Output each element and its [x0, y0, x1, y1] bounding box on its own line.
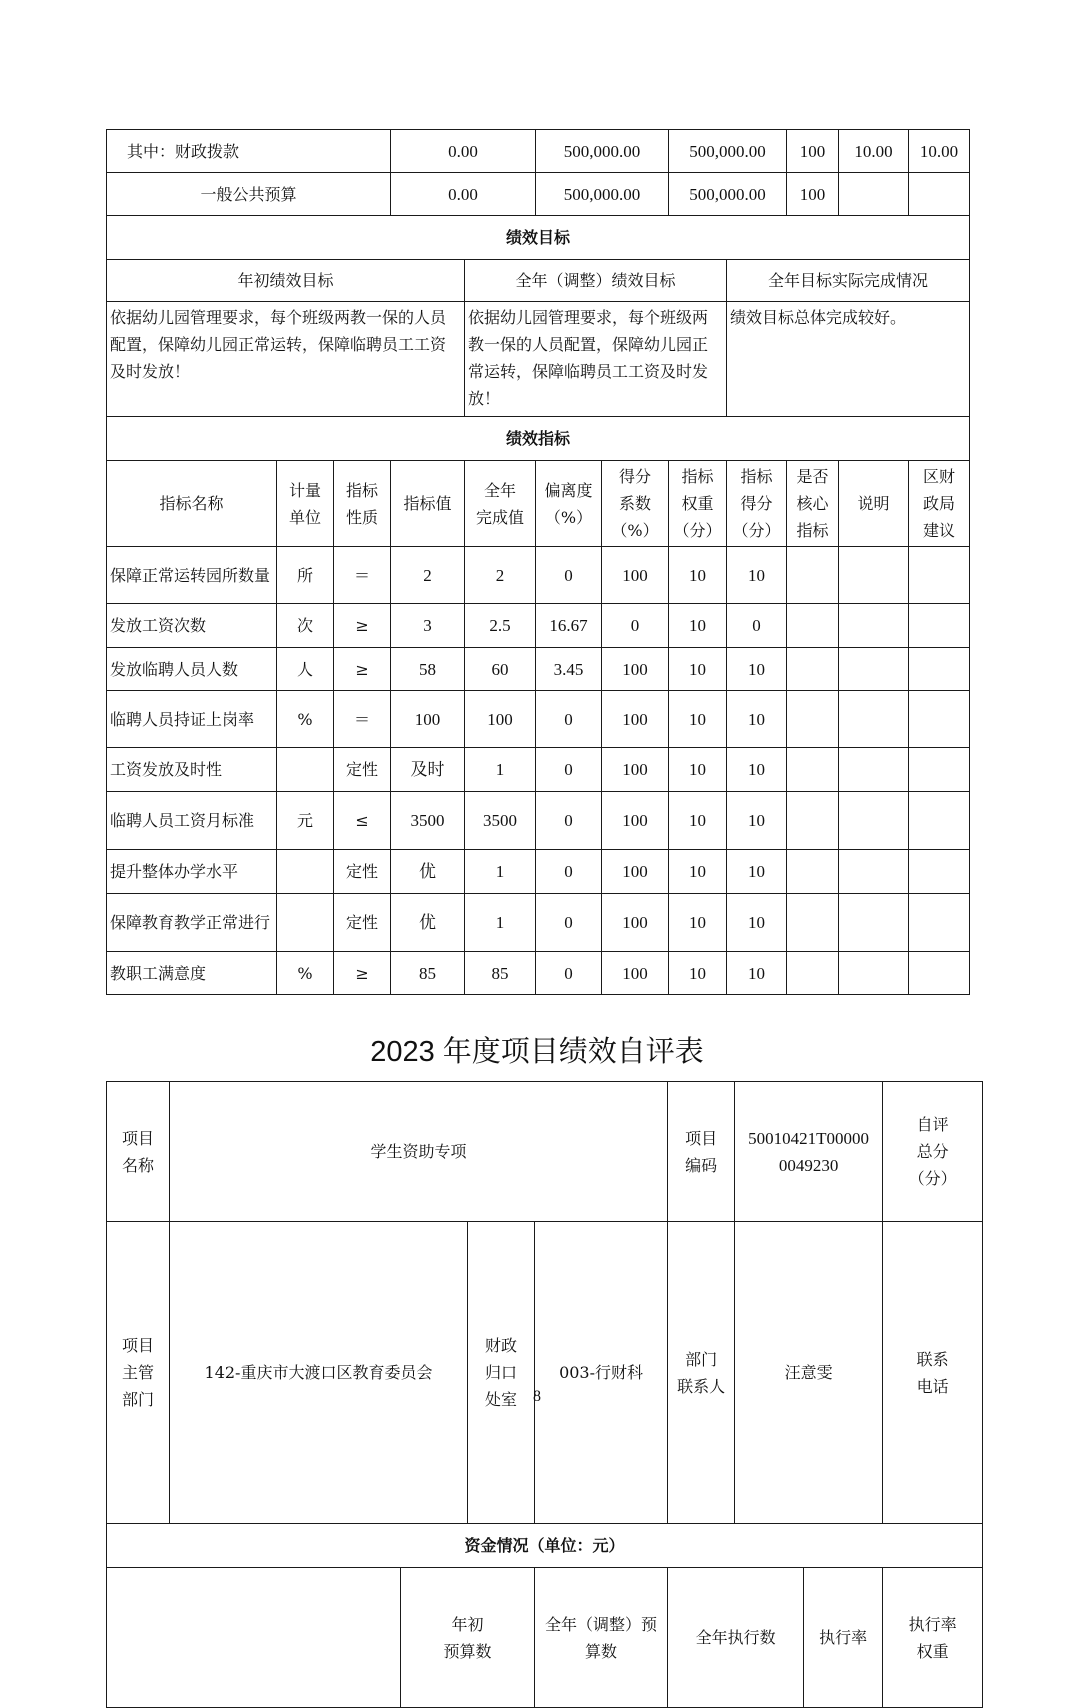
- indicator-target: 优: [391, 894, 465, 952]
- self-score-label: 自评 总分 （分）: [883, 1082, 983, 1222]
- indicator-deviation: 0: [536, 691, 602, 748]
- funds-header-rate: 执行率: [804, 1568, 883, 1708]
- indicator-coef: 100: [602, 691, 669, 748]
- funds-header-adjusted: 全年（调整）预 算数: [535, 1568, 668, 1708]
- indicator-name: 临聘人员持证上岗率: [107, 691, 277, 748]
- indicator-actual: 1: [465, 894, 536, 952]
- indicator-coef: 100: [602, 850, 669, 894]
- project-name-value: 学生资助专项: [170, 1082, 668, 1222]
- indicator-nature: ≥: [334, 648, 391, 691]
- indicator-advice: [909, 648, 970, 691]
- indicator-core: [787, 792, 839, 850]
- indicator-target: 3: [391, 604, 465, 648]
- indicator-target: 85: [391, 952, 465, 995]
- indicator-nature: 定性: [334, 894, 391, 952]
- indicator-score: 10: [727, 894, 787, 952]
- indicator-advice: [909, 952, 970, 995]
- indicator-core: [787, 604, 839, 648]
- project-name-label: 项目 名称: [107, 1082, 170, 1222]
- indicator-deviation: 0: [536, 748, 602, 792]
- execution-rate: 100: [787, 173, 839, 216]
- indicator-name: 教职工满意度: [107, 952, 277, 995]
- funds-header-executed: 全年执行数: [668, 1568, 804, 1708]
- indicator-weight: 10: [669, 547, 727, 604]
- indicator-actual: 2.5: [465, 604, 536, 648]
- indicator-target: 及时: [391, 748, 465, 792]
- indicator-row: [107, 952, 970, 995]
- goal-actual-text: 绩效目标总体完成较好。: [727, 302, 970, 417]
- initial-budget: 0.00: [391, 173, 536, 216]
- indicator-row: [107, 691, 970, 748]
- indicator-note: [839, 894, 909, 952]
- indicator-unit: %: [277, 952, 334, 995]
- indicator-score: 10: [727, 648, 787, 691]
- indicators-section-title: 绩效指标: [107, 417, 970, 461]
- indicator-core: [787, 648, 839, 691]
- header-nature: 指标 性质: [334, 461, 391, 547]
- indicator-advice: [909, 604, 970, 648]
- indicator-name: 保障正常运转园所数量: [107, 547, 277, 604]
- header-indicator-name: 指标名称: [107, 461, 277, 547]
- indicator-row: [107, 748, 970, 792]
- indicator-unit: 所: [277, 547, 334, 604]
- funds-section-title: 资金情况（单位：元）: [107, 1524, 983, 1568]
- office-value: 003-行财科: [535, 1222, 668, 1524]
- indicator-score: 10: [727, 691, 787, 748]
- indicator-note: [839, 748, 909, 792]
- indicator-unit: %: [277, 691, 334, 748]
- indicator-coef: 100: [602, 952, 669, 995]
- funding-row: [107, 173, 970, 216]
- project-code-label: 项目 编码: [668, 1082, 735, 1222]
- indicator-deviation: 3.45: [536, 648, 602, 691]
- indicator-target: 100: [391, 691, 465, 748]
- indicator-nature: ≥: [334, 604, 391, 648]
- dept-label: 项目 主管 部门: [107, 1222, 170, 1524]
- indicator-unit: 元: [277, 792, 334, 850]
- indicator-weight: 10: [669, 894, 727, 952]
- header-advice: 区财 政局 建议: [909, 461, 970, 547]
- indicator-nature: ＝: [334, 547, 391, 604]
- indicator-row: [107, 648, 970, 691]
- indicator-actual: 100: [465, 691, 536, 748]
- adjusted-budget: 500,000.00: [536, 173, 669, 216]
- indicator-score: 10: [727, 748, 787, 792]
- goals-header-initial: 年初绩效目标: [107, 260, 465, 302]
- indicator-note: [839, 547, 909, 604]
- adjusted-budget: 500,000.00: [536, 130, 669, 173]
- indicator-unit: 人: [277, 648, 334, 691]
- indicator-core: [787, 748, 839, 792]
- rate-weight: 10.00: [839, 130, 909, 173]
- indicator-actual: 1: [465, 850, 536, 894]
- funding-label: 其中：财政拨款: [107, 130, 391, 173]
- indicator-score: 10: [727, 850, 787, 894]
- header-target: 指标值: [391, 461, 465, 547]
- indicator-advice: [909, 691, 970, 748]
- goal-adjusted-text: 依据幼儿园管理要求，每个班级两教一保的人员配置，保障幼儿园正常运转，保障临聘员工工资及时发放！: [465, 302, 727, 417]
- goals-header-adjusted: 全年（调整）绩效目标: [465, 260, 727, 302]
- dept-value: 142-重庆市大渡口区教育委员会: [170, 1222, 468, 1524]
- header-note: 说明: [839, 461, 909, 547]
- indicator-core: [787, 850, 839, 894]
- indicator-weight: 10: [669, 792, 727, 850]
- indicator-advice: [909, 850, 970, 894]
- indicator-note: [839, 850, 909, 894]
- execution-rate: 100: [787, 130, 839, 173]
- header-actual: 全年 完成值: [465, 461, 536, 547]
- indicator-weight: 10: [669, 691, 727, 748]
- indicator-core: [787, 894, 839, 952]
- indicator-actual: 1: [465, 748, 536, 792]
- indicator-core: [787, 952, 839, 995]
- indicator-coef: 0: [602, 604, 669, 648]
- indicator-score: 10: [727, 547, 787, 604]
- indicator-row: [107, 604, 970, 648]
- indicator-coef: 100: [602, 792, 669, 850]
- rate-weight: [839, 173, 909, 216]
- indicator-name: 保障教育教学正常进行: [107, 894, 277, 952]
- indicator-row: [107, 850, 970, 894]
- funds-header-blank: [107, 1568, 401, 1708]
- contact-label: 部门 联系人: [668, 1222, 735, 1524]
- indicator-deviation: 0: [536, 792, 602, 850]
- funds-header-row: [107, 1568, 983, 1708]
- indicators-header-row: [107, 461, 970, 547]
- indicator-score: 0: [727, 604, 787, 648]
- indicator-advice: [909, 792, 970, 850]
- indicator-advice: [909, 748, 970, 792]
- indicator-weight: 10: [669, 748, 727, 792]
- funds-header-weight: 执行率 权重: [883, 1568, 983, 1708]
- indicator-name: 提升整体办学水平: [107, 850, 277, 894]
- indicator-unit: 次: [277, 604, 334, 648]
- goals-header-actual: 全年目标实际完成情况: [727, 260, 970, 302]
- indicator-weight: 10: [669, 604, 727, 648]
- header-score: 指标 得分 （分）: [727, 461, 787, 547]
- indicator-score: 10: [727, 792, 787, 850]
- indicator-target: 58: [391, 648, 465, 691]
- indicator-actual: 85: [465, 952, 536, 995]
- page-number: 8: [533, 1388, 541, 1405]
- indicator-nature: ≥: [334, 952, 391, 995]
- indicator-deviation: 0: [536, 850, 602, 894]
- funds-header-initial: 年初 预算数: [401, 1568, 535, 1708]
- goal-initial-text: 依据幼儿园管理要求，每个班级两教一保的人员配置，保障幼儿园正常运转，保障临聘员工工资及时发放！: [107, 302, 465, 417]
- indicator-deviation: 0: [536, 894, 602, 952]
- indicator-note: [839, 648, 909, 691]
- indicator-core: [787, 691, 839, 748]
- office-label: 财政 归口 处室: [468, 1222, 535, 1524]
- funding-row: [107, 130, 970, 173]
- indicator-nature: ＝: [334, 691, 391, 748]
- indicator-name: 工资发放及时性: [107, 748, 277, 792]
- indicator-row: [107, 792, 970, 850]
- indicator-nature: 定性: [334, 748, 391, 792]
- indicator-unit: [277, 850, 334, 894]
- indicator-coef: 100: [602, 547, 669, 604]
- indicator-note: [839, 792, 909, 850]
- phone-label: 联系 电话: [883, 1222, 983, 1524]
- indicator-coef: 100: [602, 748, 669, 792]
- indicator-weight: 10: [669, 952, 727, 995]
- indicator-weight: 10: [669, 850, 727, 894]
- indicator-unit: [277, 894, 334, 952]
- indicator-coef: 100: [602, 648, 669, 691]
- indicator-core: [787, 547, 839, 604]
- indicator-weight: 10: [669, 648, 727, 691]
- header-core: 是否 核心 指标: [787, 461, 839, 547]
- indicator-advice: [909, 547, 970, 604]
- indicator-nature: 定性: [334, 850, 391, 894]
- rate-score: 10.00: [909, 130, 970, 173]
- indicator-advice: [909, 894, 970, 952]
- project-code-value: 50010421T00000 0049230: [735, 1082, 883, 1222]
- indicator-actual: 3500: [465, 792, 536, 850]
- indicator-target: 2: [391, 547, 465, 604]
- initial-budget: 0.00: [391, 130, 536, 173]
- rate-score: [909, 173, 970, 216]
- indicator-actual: 60: [465, 648, 536, 691]
- indicator-deviation: 0: [536, 547, 602, 604]
- header-deviation: 偏离度 （%）: [536, 461, 602, 547]
- indicator-target: 3500: [391, 792, 465, 850]
- indicator-name: 发放临聘人员人数: [107, 648, 277, 691]
- header-weight: 指标 权重 （分）: [669, 461, 727, 547]
- indicator-row: [107, 894, 970, 952]
- indicator-deviation: 0: [536, 952, 602, 995]
- indicator-note: [839, 691, 909, 748]
- performance-table: [106, 129, 970, 995]
- contact-value: 汪意雯: [735, 1222, 883, 1524]
- indicator-name: 临聘人员工资月标准: [107, 792, 277, 850]
- indicator-target: 优: [391, 850, 465, 894]
- indicator-name: 发放工资次数: [107, 604, 277, 648]
- indicator-coef: 100: [602, 894, 669, 952]
- executed-amount: 500,000.00: [669, 130, 787, 173]
- indicator-note: [839, 952, 909, 995]
- header-unit: 计量 单位: [277, 461, 334, 547]
- goals-section-title: 绩效目标: [107, 216, 970, 260]
- indicator-score: 10: [727, 952, 787, 995]
- indicator-note: [839, 604, 909, 648]
- indicator-unit: [277, 748, 334, 792]
- indicator-actual: 2: [465, 547, 536, 604]
- funding-label: 一般公共预算: [107, 173, 391, 216]
- executed-amount: 500,000.00: [669, 173, 787, 216]
- indicator-deviation: 16.67: [536, 604, 602, 648]
- indicator-row: [107, 547, 970, 604]
- indicator-nature: ≤: [334, 792, 391, 850]
- header-coef: 得分 系数 （%）: [602, 461, 669, 547]
- form-title: 2023 年度项目绩效自评表: [370, 1036, 704, 1068]
